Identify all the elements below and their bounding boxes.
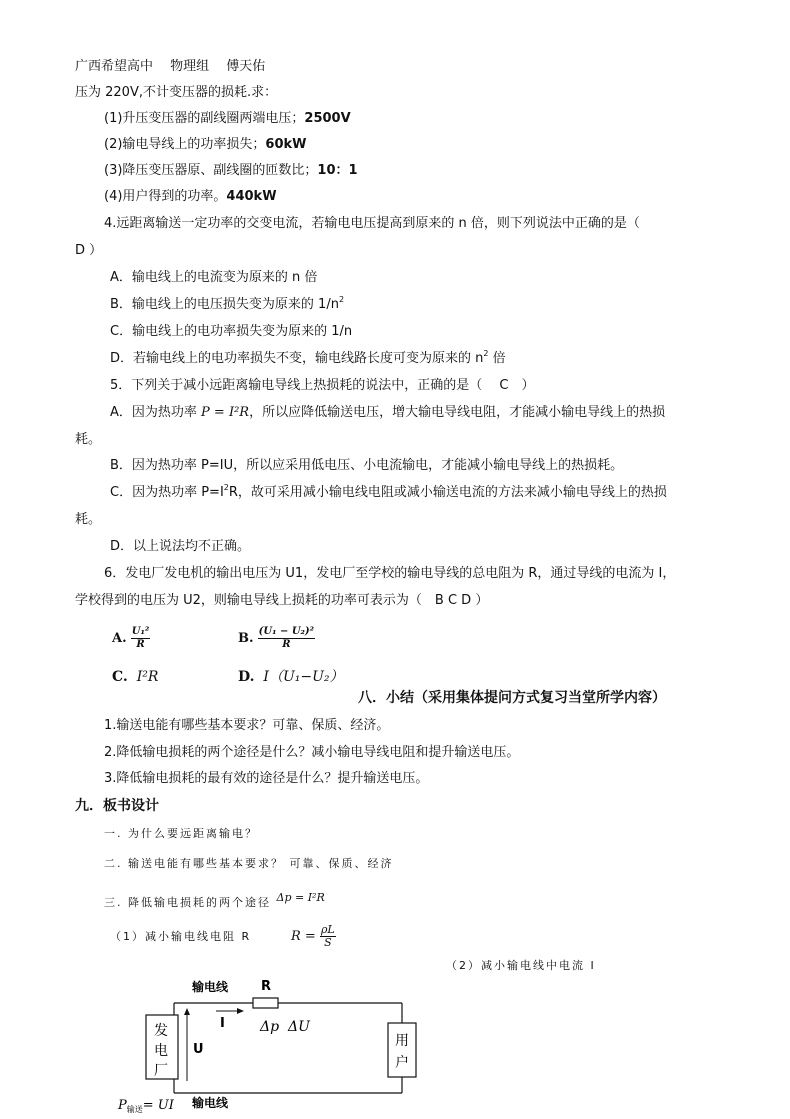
summary-item-2: 2.降低输电损耗的两个途径是什么？减小输电导线电阻和提升输送电压。 [104,745,520,760]
answer-2: (2)输电导线上的功率损失；60kW [104,137,307,152]
user-label-1: 用 [395,1033,409,1049]
q6-option-c: C. I²R [112,669,159,685]
q4-option-c: C．输电线上的电功率损失变为原来的 1/n [110,324,353,339]
q5-option-d: D．以上说法均不正确。 [110,539,251,554]
current-label: I [220,1016,225,1031]
resistor-label: R [261,979,272,994]
plant-label-1: 发 [154,1023,168,1039]
summary-title: 八．小结（采用集体提问方式复习当堂所学内容） [358,690,666,706]
problem-intro: 压为 220V,不计变压器的损耗.求： [75,85,278,100]
current-arrow-head [237,1008,244,1014]
q5-option-a-cont: 耗。 [75,432,102,447]
q4-answer: D ） [75,243,103,258]
q5-stem: 5．下列关于减小远距离输电导线上热损耗的说法中，正确的是（ C ） [110,378,535,393]
answer-3: (3)降压变压器原、副线圈的匝数比；10：1 [104,163,358,178]
q6-option-a: A. $\frac{\text{U₁²}}{R}$ [112,626,150,650]
board-line-2: 二. 输送电能有哪些基本要求？ 可靠、保质、经济 [104,857,394,870]
q5-option-c-cont: 耗。 [75,512,102,527]
resistor [253,998,278,1008]
q4-stem: 4.远距离输送一定功率的交变电流，若输电电压提高到原来的 n 倍，则下列说法中正确的是（ [104,216,640,231]
bottom-wire-label: 输电线 [192,1096,229,1110]
user-label-2: 户 [395,1055,409,1071]
voltage-label: U [193,1042,204,1057]
q4-option-b: B．输电线上的电压损失变为原来的 $1/n^2$ [110,295,345,312]
power-loss-label: Δp [260,1019,280,1035]
q5-option-b: B．因为热功率 P=IU，所以应采用低电压、小电流输电，才能减小输电导线上的热损耗。 [110,458,624,473]
transmission-circuit-diagram [110,975,440,1117]
answer-1: (1)升压变压器的副线圈两端电压；2500V [104,111,351,126]
q6-stem: 6．发电厂发电机的输出电压为 U1，发电厂至学校的输电导线的总电阻为 R，通过导线的电流为 I， [104,566,676,581]
fraction-u1-minus-u2-squared-over-r: $\frac{\text{(U₁ − U₂)²}}{R}$ [258,626,315,650]
q4-option-a: A．输电线上的电流变为原来的 n 倍 [110,270,318,285]
q6-stem-2: 学校得到的电压为 U2，则输电导线上损耗的功率可表示为（ B C D ） [75,593,489,608]
summary-item-1: 1.输送电能有哪些基本要求？可靠、保质、经济。 [104,718,390,733]
page-header: 广西希望高中 物理组 傅天佑 [75,59,266,74]
plant-label-3: 厂 [154,1063,168,1079]
voltage-arrow-head [184,1008,190,1015]
board-line-4: （1）减小输电线电阻 R [110,930,252,943]
q5-option-a: A．因为热功率 P = I²R，所以应降低输送电压，增大输电导线电阻，才能减小输电导线上的热损 [110,405,666,420]
summary-item-3: 3.降低输电损耗的最有效的途径是什么？提升输送电压。 [104,771,429,786]
board-title: 九．板书设计 [75,798,159,814]
q6-option-b: B. $\frac{\text{(U₁ − U₂)²}}{R}$ [238,626,315,650]
answer-4: (4)用户得到的功率。440kW [104,189,277,204]
q6-option-d: D. I（U₁−U₂） [238,669,344,685]
transmit-power-formula: $P_{输送}=$ UI [118,1098,174,1114]
q4-option-d: D．若输电线上的电功率损失不变，输电线路长度可变为原来的 $n^2$ 倍 [110,349,506,366]
board-line-1: 一. 为什么要远距离输电？ [104,827,258,840]
board-resistance-formula: R = $\frac{\rho L}{S}$ [291,923,335,949]
top-wire-label: 输电线 [192,980,229,994]
plant-label-2: 电 [154,1043,168,1059]
q5-option-c: C．因为热功率 $P=I^2R$，故可采用减小输电线电阻或减小输送电流的方法来减小输电导线上的热损 [110,483,667,500]
voltage-loss-label: ΔU [288,1019,310,1035]
board-line-3: 三. 降低输电损耗的两个途径 Δp = I²R [104,891,325,909]
board-line-5: （2）减小输电线中电流 I [446,959,596,972]
fraction-u1-squared-over-r: $\frac{\text{U₁²}}{R}$ [131,626,150,650]
